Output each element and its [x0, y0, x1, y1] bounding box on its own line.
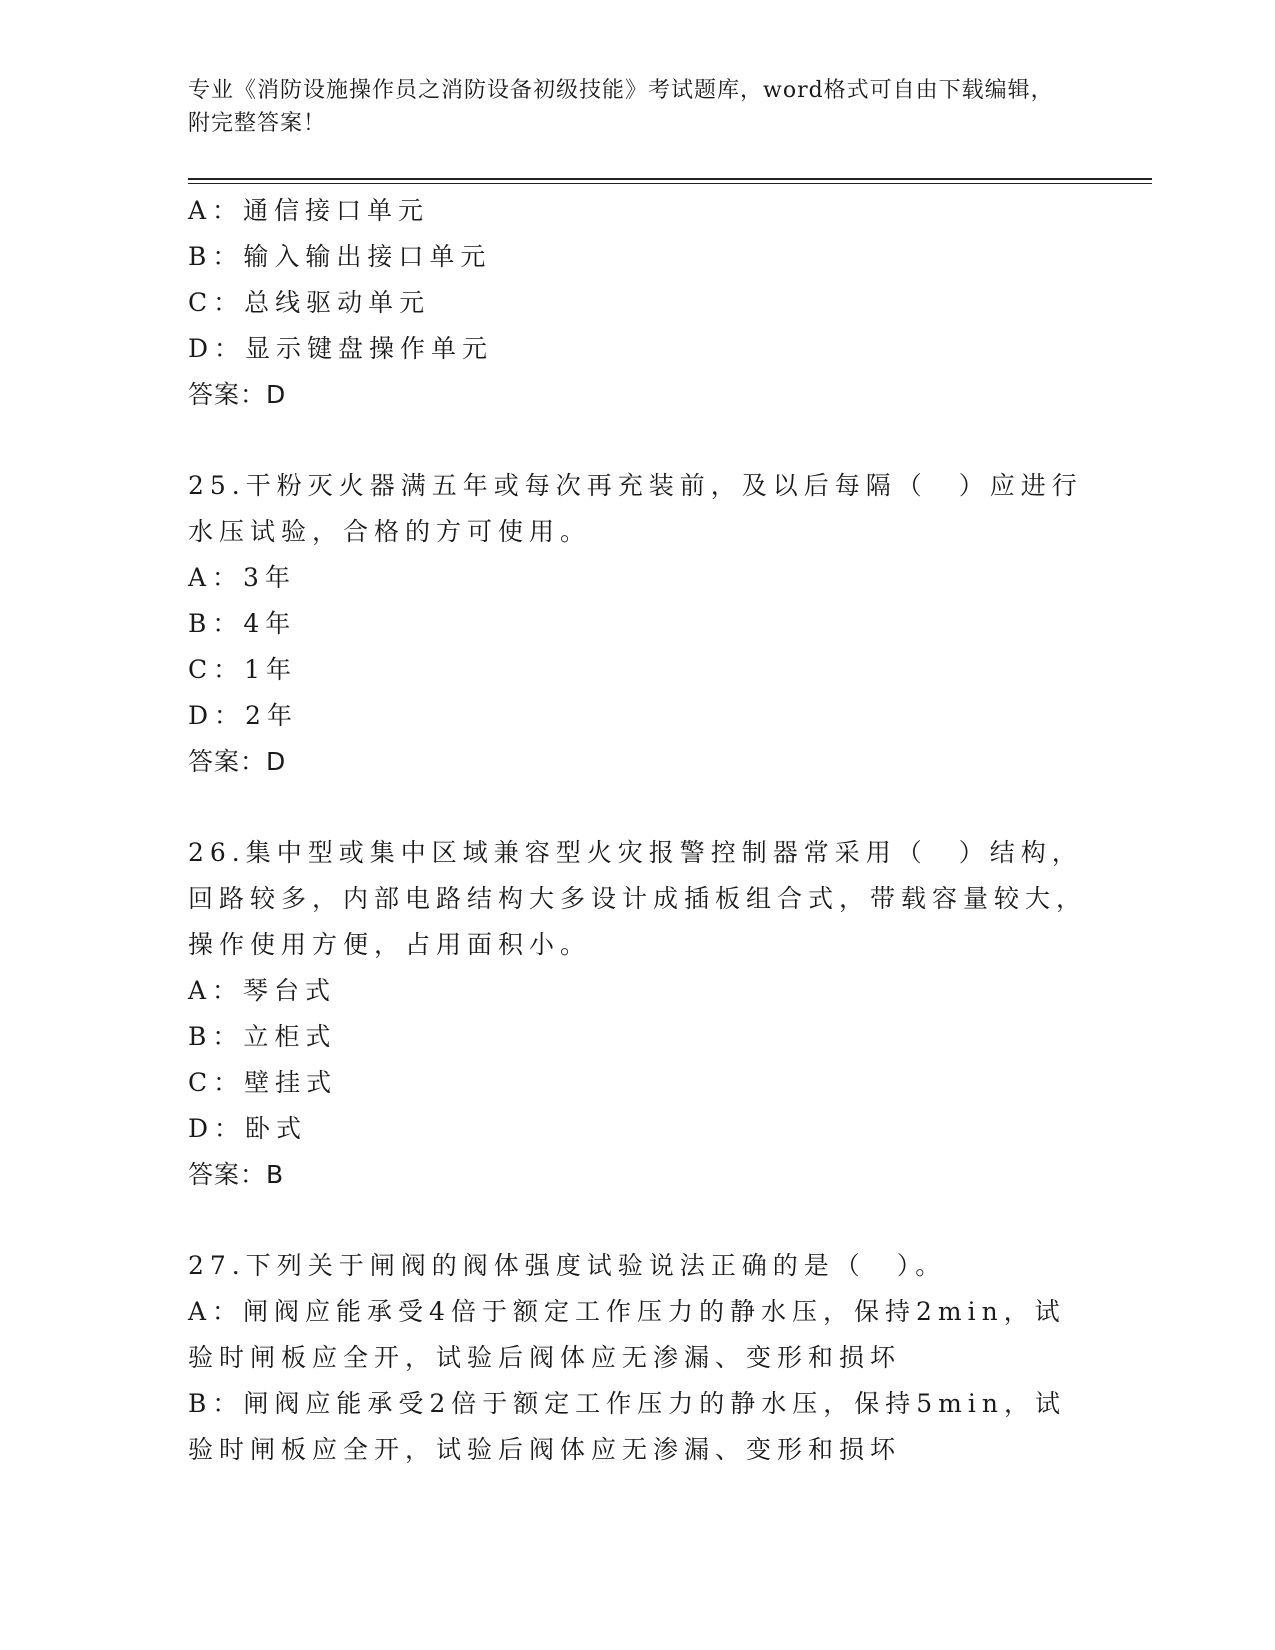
option-b: B：4年 [188, 609, 297, 638]
answer: 答案：B [188, 1160, 285, 1189]
question-stem: 25.干粉灭火器满五年或每次再充装前，及以后每隔（ ）应进行水压试验，合格的方可使用。 [188, 471, 1083, 546]
option-c: C：总线驱动单元 [188, 288, 431, 317]
option-b: B：立柜式 [188, 1022, 337, 1051]
header-rule-thin [188, 183, 1152, 184]
option-c: C：壁挂式 [188, 1068, 338, 1097]
question-stem: 26.集中型或集中区域兼容型火灾报警控制器常采用（ ）结构，回路较多，内部电路结构大多设计成插板组合式，带载容量较大，操作使用方便，占用面积小。 [188, 838, 1088, 959]
option-a: A：3年 [188, 563, 296, 592]
option-a: A：通信接口单元 [188, 196, 430, 225]
option-c: C：1年 [188, 655, 298, 684]
question-list [188, 188, 1088, 1473]
option-d: D：显示键盘操作单元 [188, 334, 494, 363]
option-d: D：卧式 [188, 1114, 308, 1143]
question-24 [188, 188, 1088, 418]
answer: 答案：D [188, 747, 287, 776]
question-26 [188, 830, 1088, 1198]
option-a: A：琴台式 [188, 976, 337, 1005]
spacer [188, 1198, 1088, 1243]
option-b: B：闸阀应能承受2倍于额定工作压力的静水压，保持5min，试验时闸板应全开，试验后阀体应无渗漏、变形和损坏 [188, 1389, 1066, 1464]
document-header: 专业《消防设施操作员之消防设备初级技能》考试题库，word格式可自由下载编辑，附完整答案！ [188, 78, 1054, 136]
option-b: B：输入输出接口单元 [188, 242, 492, 271]
spacer [188, 785, 1088, 830]
question-25 [188, 463, 1088, 785]
question-stem: 27.下列关于闸阀的阀体强度试验说法正确的是（ ）。 [188, 1251, 947, 1280]
spacer [188, 418, 1088, 463]
option-a: A：闸阀应能承受4倍于额定工作压力的静水压，保持2min，试验时闸板应全开，试验后阀体应无渗漏、变形和损坏 [188, 1297, 1066, 1372]
option-d: D：2年 [188, 701, 298, 730]
header-rule-thick [188, 178, 1152, 180]
question-27 [188, 1243, 1088, 1473]
answer: 答案：D [188, 380, 287, 409]
